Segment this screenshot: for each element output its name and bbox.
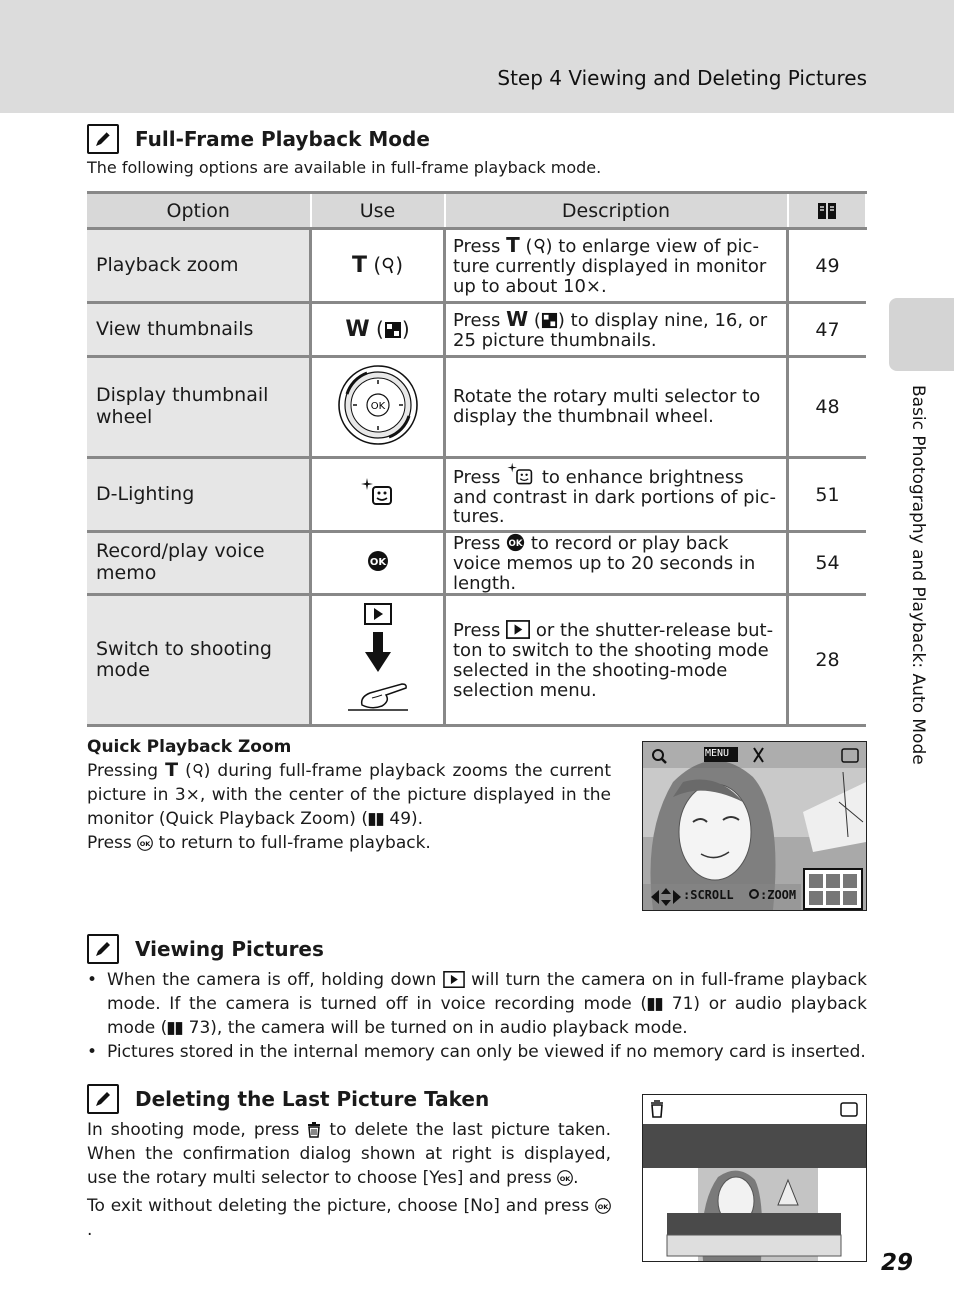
desc-text: Press (453, 466, 507, 488)
option-name: Playback zoom (87, 229, 311, 303)
col-option: Option (87, 193, 311, 229)
scroll-label: :SCROLL (683, 888, 734, 902)
thumbnail-w-icon: W (345, 317, 370, 342)
desc-text: Press (453, 236, 507, 258)
svg-text:OK: OK (139, 839, 151, 848)
list-item (87, 1040, 867, 1064)
list-item (87, 968, 867, 1040)
section-title: Full-Frame Playback Mode (135, 127, 430, 151)
d-lighting-icon (506, 467, 536, 488)
playback-button-icon (312, 603, 443, 630)
arrow-down-icon (312, 632, 443, 677)
quick-zoom-text: Pressing T ( ) during full-frame playback zooms the current picture in 3×, with the center of the picture displayed in the monitor (Quick Playback Zoom) ( 49). Press OK to return to full-frame playback. (87, 759, 611, 853)
text: 49). (383, 809, 424, 829)
page-number: 29 (881, 1250, 914, 1276)
side-tab (889, 298, 954, 371)
svg-text:OK: OK (370, 400, 385, 412)
text: 71) or audio playback mode ( (107, 994, 867, 1038)
table-row (87, 303, 866, 357)
desc-text: to enhance brightness and contrast in dark portions of pic-tures. (453, 466, 776, 528)
option-name: Display thumbnail wheel (87, 357, 311, 458)
desc-text: or the shutter-release but-ton to switch to the shooting mode selected in the shooting-mode selection menu. (453, 620, 774, 701)
page-ref: 28 (788, 595, 867, 726)
section-intro: The following options are available in full-frame playback mode. (87, 158, 602, 177)
paren: ) (401, 317, 410, 341)
text: during full-frame playback zooms the current picture in 3×, with the center of the picture displayed in the monitor (Quick Playback Zoom) ( (87, 761, 611, 829)
text: To exit without deleting the picture, choose [No] and press (87, 1196, 595, 1216)
option-name: View thumbnails (87, 303, 311, 357)
menu-label: MENU (705, 748, 730, 759)
use-cell (311, 303, 445, 357)
option-name: Switch to shooting mode (87, 595, 311, 726)
delete-dialog-screen-image (642, 1094, 867, 1262)
zoom-in-t-icon: T (352, 253, 368, 278)
description-cell (445, 532, 788, 595)
shutter-release-icon (312, 679, 443, 718)
use-cell (311, 357, 445, 458)
use-cell (311, 229, 445, 303)
paren: ) (395, 253, 403, 277)
svg-text:OK: OK (597, 1202, 609, 1211)
option-name: Record/play voice memo (87, 532, 311, 595)
note-pencil-icon (87, 124, 119, 154)
description-cell: Press T ( ) to enlarge view of pic-ture currently displayed in monitor up to about 10×. (445, 229, 788, 303)
description-cell (445, 595, 788, 726)
zoom-in-t-icon: T (165, 759, 179, 781)
description-cell (445, 357, 788, 458)
text: Press (87, 833, 138, 853)
page-ref: 49 (788, 229, 867, 303)
desc-text: Press (453, 620, 507, 642)
magnifier-icon (381, 253, 395, 277)
text: 73), the camera will be turned on in audio playback mode. (183, 1018, 688, 1038)
section-title: Deleting the Last Picture Taken (135, 1087, 490, 1111)
use-cell (311, 458, 445, 532)
page-reference-icon (167, 1018, 183, 1038)
thumbnail-w-icon: W (506, 307, 529, 332)
use-cell (311, 532, 445, 595)
ok-button-icon (137, 833, 153, 853)
text: When the camera is off, holding down (107, 970, 443, 990)
note-pencil-icon (87, 1084, 119, 1114)
thumbnail-grid-icon (384, 317, 402, 341)
page-ref: 54 (788, 532, 867, 595)
text: will turn the camera on in full-frame playback mode. If the camera is turned off in voice recording mode ( (107, 970, 867, 1014)
section-title: Viewing Pictures (135, 937, 324, 961)
quick-zoom-screen-image (642, 741, 867, 911)
page-reference-icon (368, 809, 384, 829)
ok-button-icon (367, 553, 389, 577)
deleting-text (87, 1118, 611, 1246)
page-ref: 51 (788, 458, 867, 532)
section-heading-deleting (87, 1084, 489, 1114)
delete-dialog-illustration (643, 1095, 866, 1261)
description-cell (445, 458, 788, 532)
table-row (87, 532, 866, 595)
text: . (87, 1220, 93, 1240)
desc-text: to enlarge view of pic-ture currently displayed in monitor up to about 10×. (453, 236, 767, 297)
desc-text: to record or play back voice memos up to 20 seconds in length. (453, 533, 756, 594)
desc-text: Press (453, 310, 507, 332)
col-page (788, 193, 867, 229)
text: In shooting mode, press (87, 1120, 308, 1140)
description-cell: Press W ( ) to display nine, 16, or 25 picture thumbnails. (445, 303, 788, 357)
note-pencil-icon (87, 934, 119, 964)
option-name: D-Lighting (87, 458, 311, 532)
magnifier-icon (533, 236, 546, 257)
table-row (87, 458, 866, 532)
playback-button-icon (443, 970, 465, 990)
portrait-zoom-illustration (643, 742, 866, 910)
playback-button-icon (506, 620, 530, 641)
ok-button-icon (595, 1196, 611, 1216)
viewing-bullets (87, 968, 867, 1064)
use-cell (311, 595, 445, 726)
text: Pictures stored in the internal memory can only be viewed if no memory card is inserted. (107, 1042, 866, 1062)
options-table (87, 191, 867, 727)
col-description: Description (445, 193, 788, 229)
trash-icon (307, 1120, 321, 1140)
rotary-multi-selector-icon (337, 400, 419, 451)
table-row (87, 229, 866, 303)
desc-text: Rotate the rotary multi selector to display the thumbnail wheel. (453, 386, 761, 427)
ok-button-icon (557, 1168, 573, 1188)
section-heading-full-frame (87, 124, 430, 154)
svg-text:OK: OK (369, 556, 386, 568)
paren: ( (376, 317, 384, 341)
page-ref: 47 (788, 303, 867, 357)
ok-button-icon (506, 533, 525, 554)
section-heading-viewing (87, 934, 324, 964)
zoom-in-t-icon: T (506, 233, 520, 258)
text: to delete the last picture taken. When the confirmation dialog shown at right is displayed, use the rotary multi selector to choose [Yes] and press (87, 1120, 611, 1188)
desc-text: Press (453, 533, 507, 554)
text: Pressing (87, 761, 166, 781)
table-row (87, 595, 866, 726)
side-tab-label: Basic Photography and Playback: Auto Mode (908, 385, 928, 765)
zoom-label: :ZOOM (760, 888, 797, 902)
page-reference-icon (817, 200, 837, 222)
text: to return to full-frame playback. (153, 833, 431, 853)
desc-text: to display nine, 16, or 25 picture thumbnails. (453, 310, 768, 351)
page-header-title: Step 4 Viewing and Deleting Pictures (497, 66, 867, 90)
paren: ( (373, 253, 382, 277)
thumbnail-grid-icon (541, 310, 558, 331)
table-header-row (87, 193, 866, 229)
col-use: Use (311, 193, 445, 229)
text: . (573, 1168, 579, 1188)
header-band (0, 0, 954, 113)
svg-text:OK: OK (508, 538, 523, 549)
page-reference-icon (647, 994, 663, 1014)
table-row (87, 357, 866, 458)
page-ref: 48 (788, 357, 867, 458)
svg-text:OK: OK (559, 1174, 571, 1183)
magnifier-icon (192, 761, 204, 781)
d-lighting-icon (361, 488, 395, 512)
quick-zoom-title: Quick Playback Zoom (87, 737, 292, 757)
